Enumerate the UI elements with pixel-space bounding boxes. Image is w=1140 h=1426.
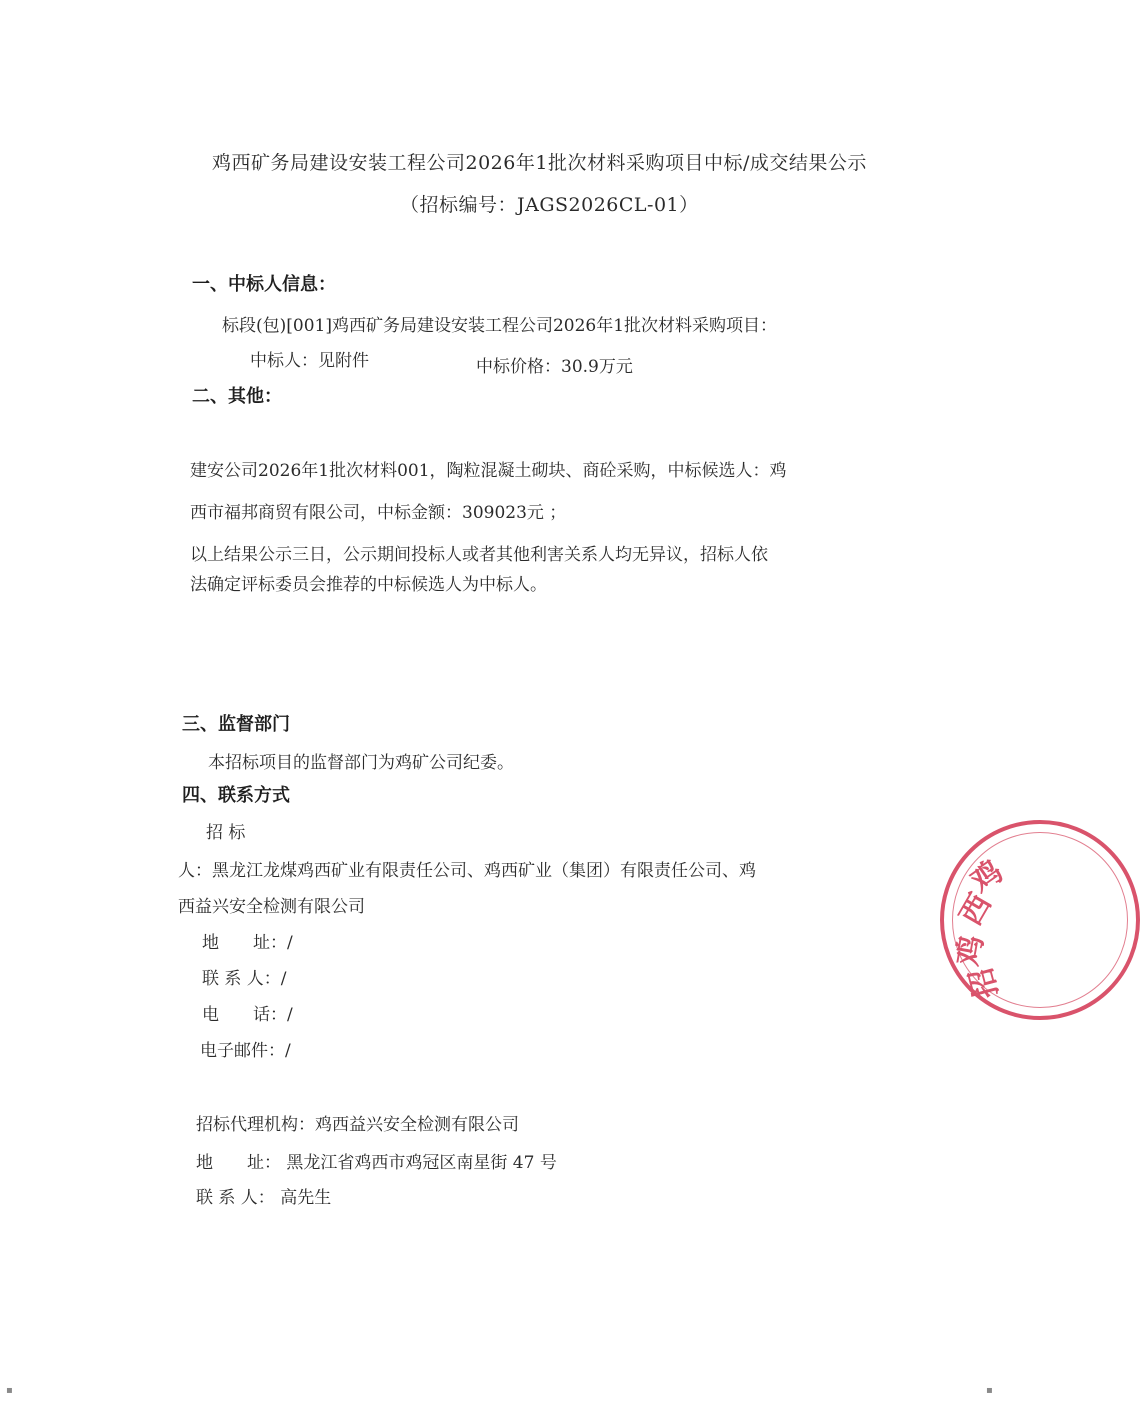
tenderer-line-2: 西益兴安全检测有限公司 <box>178 897 365 917</box>
scan-mark-right: ▪ <box>986 1385 993 1396</box>
scan-mark-left: ▪ <box>6 1385 13 1396</box>
tender-number: （招标编号：JAGS2026CL-01） <box>400 194 699 216</box>
tenderer-phone: 电 话：/ <box>202 1005 293 1025</box>
other-paragraph-1-line-2: 西市福邦商贸有限公司，中标金额：309023元 ； <box>190 503 567 523</box>
tenderer-address: 地 址：/ <box>202 933 293 953</box>
official-seal-stamp <box>940 820 1140 1020</box>
winner-info: 中标人：见附件 <box>250 351 369 371</box>
other-paragraph-1-line-1: 建安公司2026年1批次材料001，陶粒混凝土砌块、商砼采购，中标候选人：鸡 <box>190 461 787 481</box>
agency-contact: 联 系 人： 高先生 <box>196 1188 332 1208</box>
lot-description: 标段(包)[001]鸡西矿务局建设安装工程公司2026年1批次材料采购项目： <box>222 316 778 336</box>
tenderer-email: 电子邮件：/ <box>200 1041 291 1061</box>
tenderer-contact: 联 系 人：/ <box>202 969 287 989</box>
other-paragraph-2-line-1: 以上结果公示三日，公示期间投标人或者其他利害关系人均无异议，招标人依 <box>190 545 768 565</box>
section-heading-winner: 一、中标人信息： <box>192 274 336 295</box>
tenderer-line-1: 人：黑龙江龙煤鸡西矿业有限责任公司、鸡西矿业（集团）有限责任公司、鸡 <box>178 861 756 881</box>
supervision-text: 本招标项目的监督部门为鸡矿公司纪委。 <box>208 753 514 773</box>
seal-glyph-4: 招 <box>963 964 1006 1003</box>
seal-glyph-1: 西 <box>953 888 999 932</box>
document-title: 鸡西矿务局建设安装工程公司2026年1批次材料采购项目中标/成交结果公示 <box>212 152 867 174</box>
tenderer-label: 招 标 <box>206 823 246 843</box>
section-heading-other: 二、其他： <box>192 386 282 407</box>
agency-address: 地 址： 黑龙江省鸡西市鸡冠区南星街 47 号 <box>196 1153 557 1173</box>
winning-price: 中标价格：30.9万元 <box>476 357 633 377</box>
other-paragraph-2-line-2: 法确定评标委员会推荐的中标候选人为中标人。 <box>190 575 547 595</box>
seal-glyph-2: 鸡 <box>964 853 1010 900</box>
agency-name: 招标代理机构：鸡西益兴安全检测有限公司 <box>196 1115 519 1135</box>
section-heading-supervision: 三、监督部门 <box>182 714 290 735</box>
section-heading-contact: 四、联系方式 <box>182 785 290 806</box>
seal-glyph-3: 鸡 <box>950 932 991 969</box>
